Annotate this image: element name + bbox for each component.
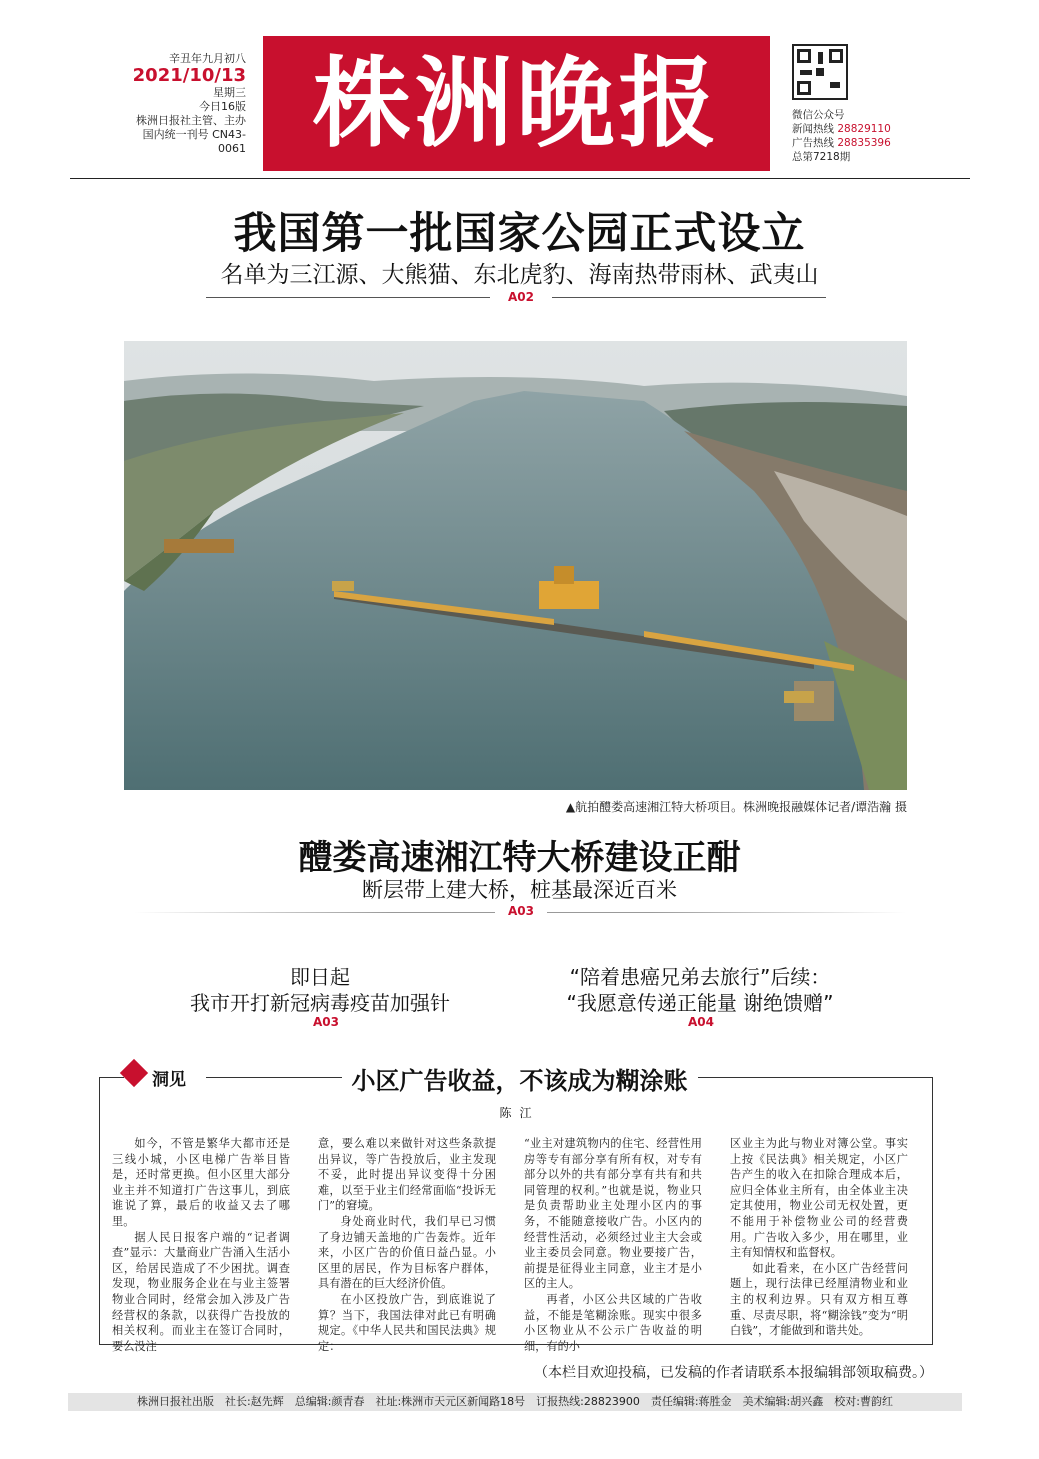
- ad-hotline: 28835396: [837, 137, 891, 149]
- issue-date: 2021/10/13: [132, 65, 246, 86]
- lead-headline[interactable]: 我国第一批国家公园正式设立: [233, 209, 806, 259]
- qr-code-icon: [792, 44, 848, 100]
- teaser-vaccine[interactable]: [150, 964, 490, 1016]
- teaser-travel-page-ref[interactable]: A04: [675, 1015, 727, 1029]
- bridge-subhead: 断层带上建大桥，桩基最深近百米: [362, 878, 677, 902]
- newspaper-logo: [263, 36, 770, 171]
- teaser-vaccine-line2: 我市开打新冠病毒疫苗加强针: [190, 991, 450, 1015]
- column-paragraph: “业主对建筑物内的住宅、经营性用房等专有部分享有所有权，对专有部分以外的共有部分享有共有和共同管理的权利。”也就是说，物业只是负责帮助业主处理小区内的事务，不能随意接收广告。小区内的经营性活动，必须经过业主大会或业主委员会同意。物业要接广告，前提是征得业主同意，业主才是小区的主人。: [524, 1137, 702, 1291]
- lead-page-ref[interactable]: A02: [490, 290, 552, 304]
- column-paragraph: 如今，不管是繁华大都市还是三线小城，小区电梯广告举目皆是，还时常更换。但小区里大部分业主并不知道打广告这事儿，到底谁说了算，最后的收益又去了哪里。: [112, 1137, 290, 1228]
- issue-number: 总第7218期: [792, 151, 851, 163]
- column-paragraph: 在小区投放广告，到底谁说了算？当下，我国法律对此已有明确规定。《中华人民共和国民法典》规定：: [318, 1292, 496, 1353]
- column-paragraph: 区业主为此与物业对簿公堂。事实上按《民法典》相关规定，小区广告产生的收入在扣除合理成本后，应归全体业主所有，由全体业主决定其使用，物业公司无权处置，更不能用于补偿物业公司的经营费用。广告收入多少，用在哪里，业主有知情权和监督权。: [730, 1137, 908, 1260]
- lead-subhead: 名单为三江源、大熊猫、东北虎豹、海南热带雨林、武夷山: [220, 262, 819, 288]
- column-text-4: [730, 1136, 908, 1338]
- publisher-line: 株洲日报社主管、主办: [136, 114, 246, 127]
- masthead-info: [118, 52, 246, 156]
- contribution-note: （本栏目欢迎投稿，已发稿的作者请联系本报编辑部领取稿费。）: [534, 1365, 933, 1381]
- ad-hotline-label: 广告热线: [792, 137, 834, 149]
- news-hotline-label: 新闻热线: [792, 123, 834, 135]
- teaser-travel-line2: “我愿意传递正能量 谢绝馈赠”: [566, 991, 834, 1015]
- teaser-vaccine-page-ref[interactable]: A03: [300, 1015, 352, 1029]
- masthead-contacts: [792, 108, 891, 164]
- weekday: 星期三: [213, 86, 246, 99]
- column-paragraph: 如此看来，在小区广告经营问题上，现行法律已经厘清物业和业主的权利边界。只有双方相互尊重、尽责尽职，将“糊涂钱”变为“明白钱”，才能做到和谐共处。: [730, 1261, 908, 1338]
- column-title[interactable]: [0, 1061, 1039, 1096]
- bridge-page-ref[interactable]: A03: [495, 904, 547, 918]
- aerial-bridge-photo: [124, 341, 907, 790]
- column-text-1: [112, 1136, 290, 1353]
- column-paragraph: 再者，小区公共区域的广告收益，不能是笔糊涂账。现实中很多小区物业从不公示广告收益的明细，有的小: [524, 1292, 702, 1353]
- column-paragraph: 意，要么难以来做针对这些条款提出异议，等广告投放后，业主发现不妥，此时提出异议变得十分困难，以至于业主们经常面临“投诉无门”的窘境。: [318, 1137, 496, 1213]
- news-hotline: 28829110: [837, 123, 891, 135]
- page-count: 今日16版: [199, 100, 246, 113]
- masthead-divider: [70, 178, 970, 179]
- teaser-vaccine-line1: 即日起: [290, 965, 350, 989]
- teaser-travel[interactable]: [530, 964, 870, 1016]
- column-paragraph: 身处商业时代，我们早已习惯了身边铺天盖地的广告轰炸。近年来，小区广告的价值日益凸显。小区里的居民，作为目标客户群体，具有潜在的巨大经济价值。: [318, 1214, 496, 1291]
- lunar-date: 辛丑年九月初八: [169, 52, 246, 65]
- column-text-2: [318, 1136, 496, 1353]
- teaser-travel-line1: “陪着患癌兄弟去旅行”后续：: [569, 965, 831, 989]
- page-footer: 株洲日报社出版 社长:赵先辉 总编辑:颜青春 社址:株洲市天元区新闻路18号 订报热线:28823900 责任编辑:蒋胜金 美术编辑:胡兴鑫 校对:曹韵红: [68, 1393, 962, 1411]
- column-title-text: 小区广告收益，不该成为糊涂账: [342, 1067, 698, 1095]
- photo-caption: ▲航拍醴娄高速湘江特大桥项目。株洲晚报融媒体记者/谭浩瀚 摄: [565, 800, 907, 814]
- column-author: 陈江: [499, 1106, 540, 1120]
- column-tag-label: 洞见: [152, 1070, 186, 1090]
- bridge-headline[interactable]: 醴娄高速湘江特大桥建设正酣: [298, 838, 741, 878]
- column-paragraph: 据人民日报客户端的“记者调查”显示：大量商业广告涌入生活小区，给居民造成了不少困扰。调查发现，物业服务企业在与业主签署物业合同时，经常会加入涉及广告经营权的条款，以获得广告投放的相关权利。而业主在签订合同时，要么没注: [112, 1230, 290, 1353]
- wechat-label: 微信公众号: [792, 109, 845, 121]
- newspaper-title: 株洲晚报: [312, 45, 721, 161]
- serial-number: 国内统一刊号 CN43-0061: [142, 128, 246, 155]
- column-text-3: [524, 1136, 702, 1353]
